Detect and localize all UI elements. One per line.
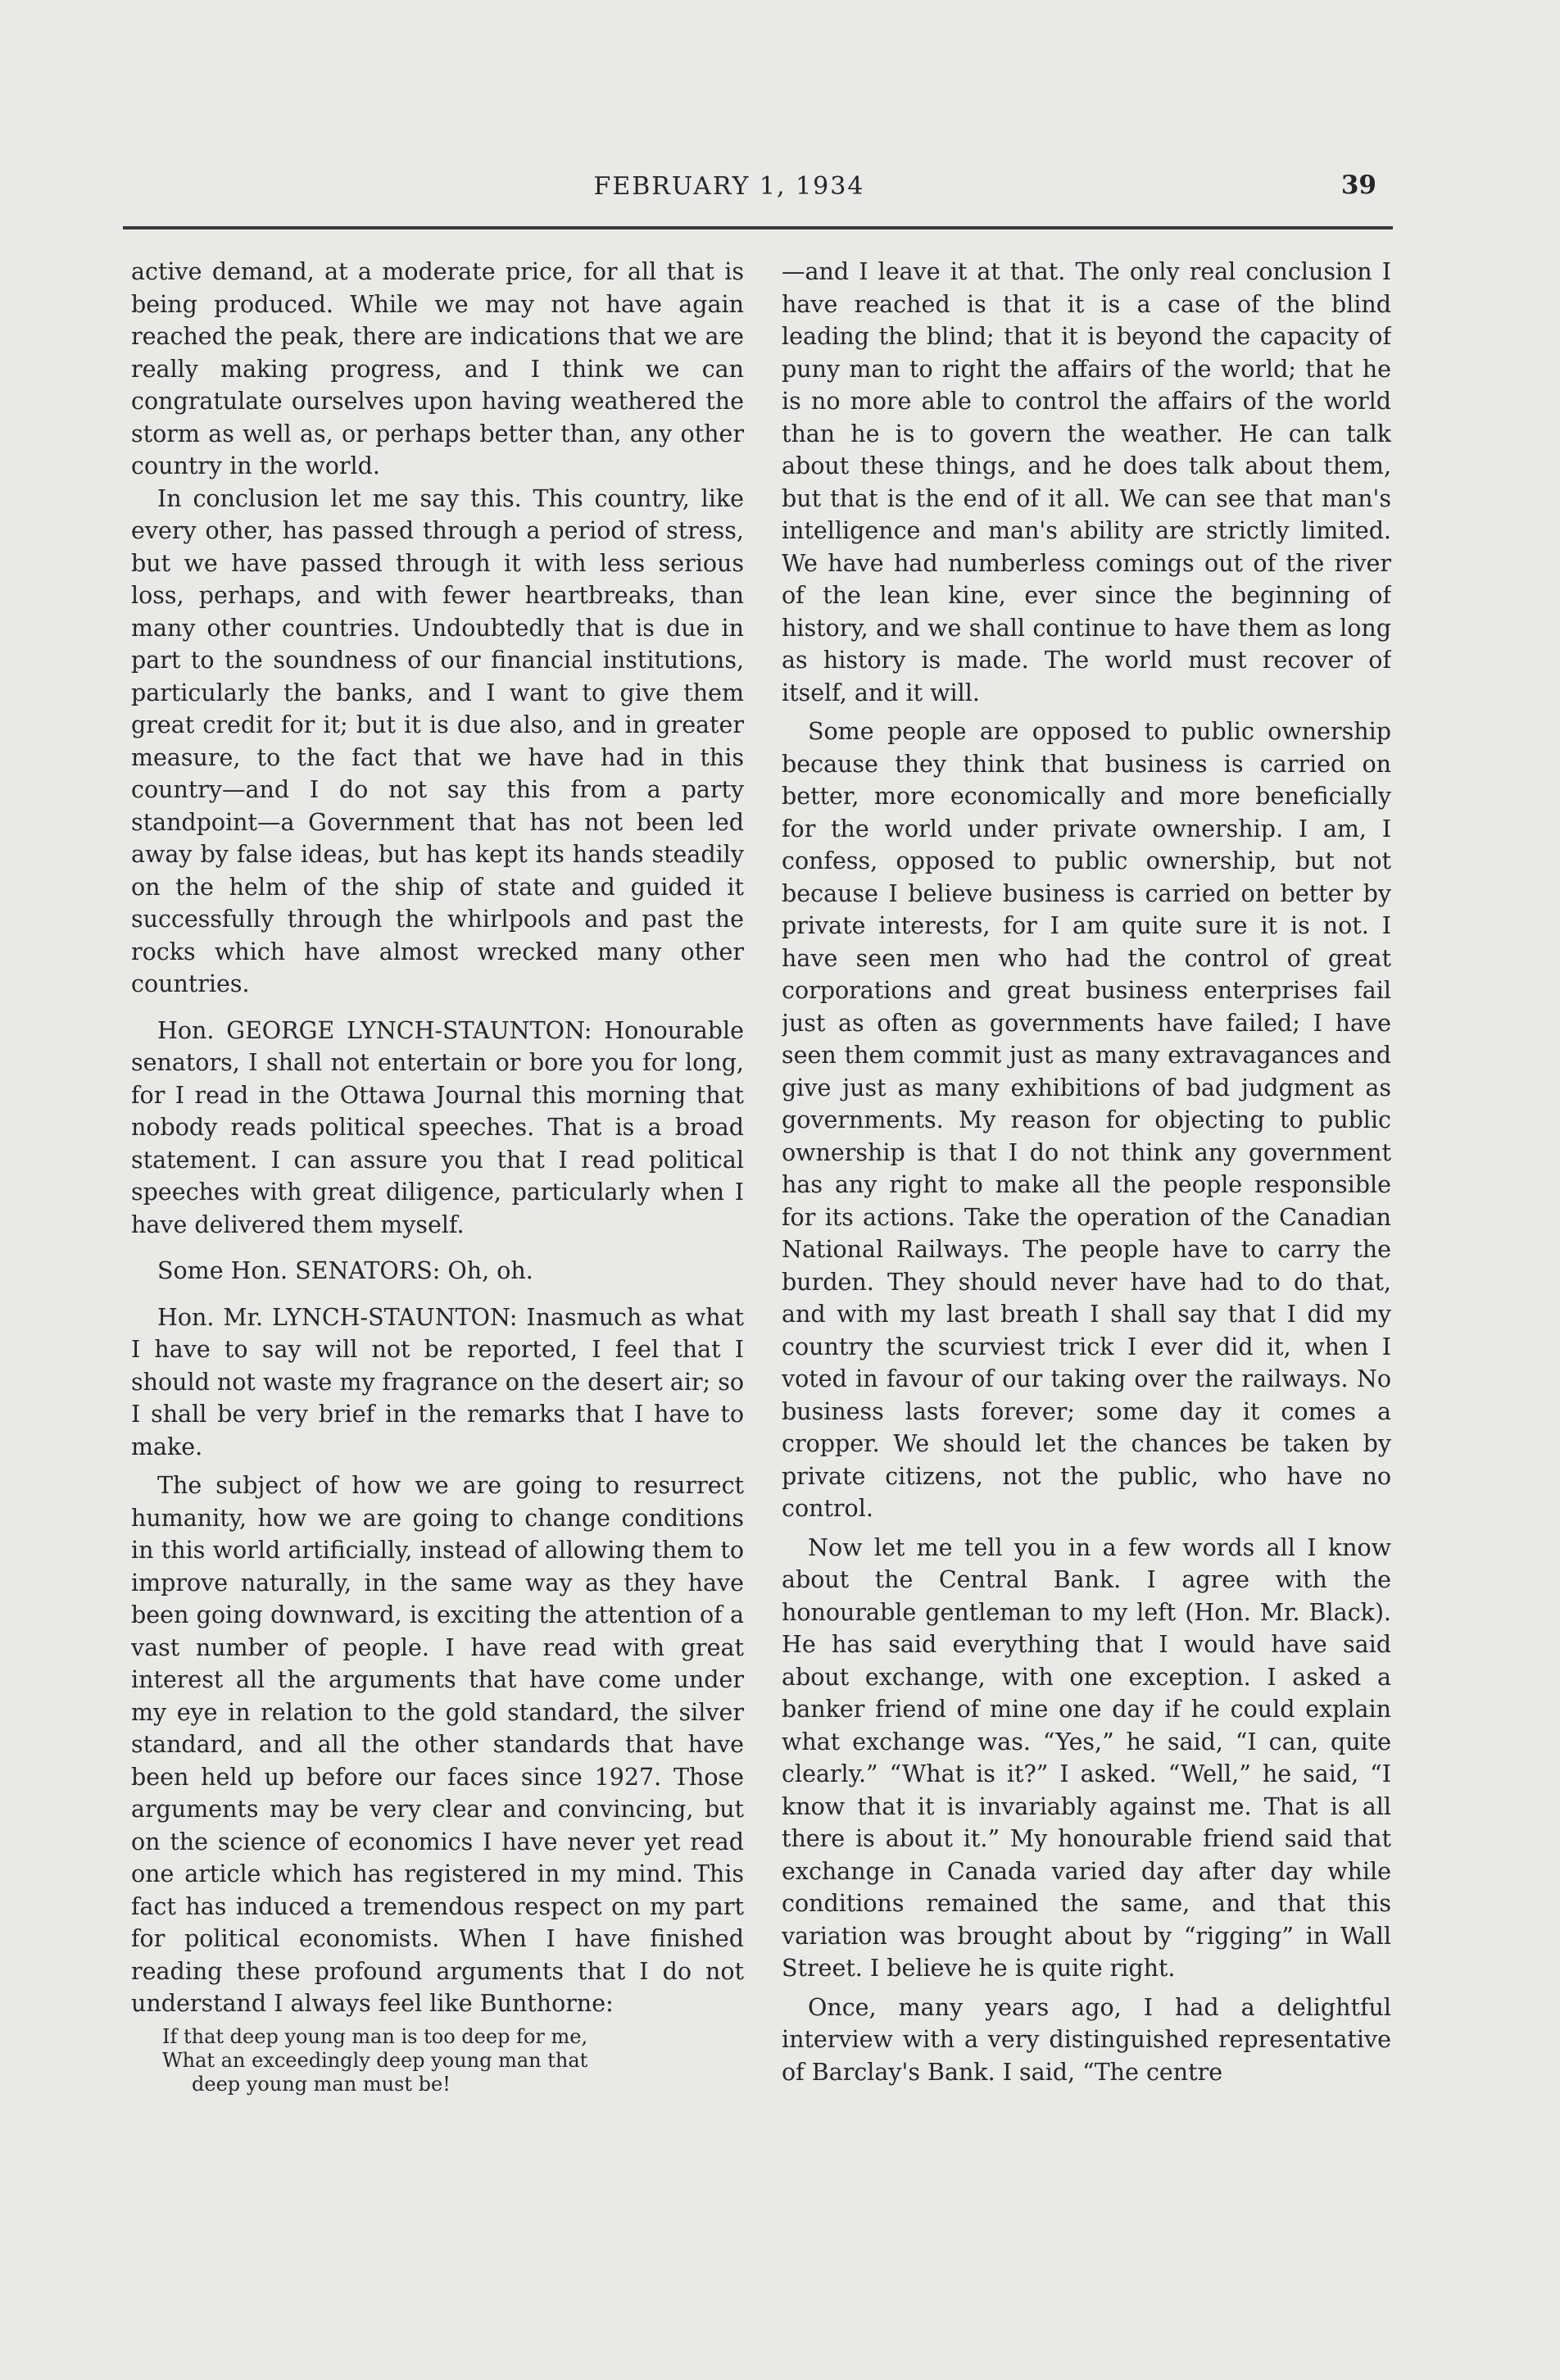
speech-paragraph: Hon. GEORGE LYNCH-STAUNTON: Honourable senators, I shall not entertain or bore you for long, for I read in the Ottawa Journal this morning that nobody reads political speeches. That is a broad statement. I can assure you that I read political speeches with great diligence, particularly when I have delivered them myself. bbox=[131, 1016, 744, 1238]
header-rule bbox=[123, 226, 1393, 229]
verse-quotation bbox=[162, 2025, 744, 2096]
paragraph: The subject of how we are going to resurrect humanity, how we are going to change conditions in this world artificially, instead of allowing them to improve naturally, in the same way as they have been going downward, is exciting the attention of a vast number of people. I have read with great interest all the arguments that have come under my eye in relation to the gold standard, the silver standard, and all the other standards that have been held up before our faces since 1927. Those arguments may be very clear and convincing, but on the science of economics I have never yet read one article which has registered in my mind. This fact has induced a tremendous respect on my part for political economists. When I have finished reading these profound arguments that I do not understand I always feel like Bunthorne: bbox=[131, 1472, 744, 2017]
verse-line: What an exceedingly deep young man that bbox=[162, 2048, 588, 2072]
paragraph: Once, many years ago, I had a delightful interview with a very distinguished representative of Barclay's Bank. I said, “The centre bbox=[782, 1993, 1391, 2086]
page-number: 39 bbox=[1340, 170, 1376, 200]
paragraph: Now let me tell you in a few words all I know about the Central Bank. I agree with the honourable gentleman to my left (Hon. Mr. Black). He has said everything that I would have said about exchange, with one exception. I asked a banker friend of mine one day if he could explain what exchange was. “Yes,” he said, “I can, quite clearly.” “What is it?” I asked. “Well,” he said, “I know that it is invariably against me. That is all there is about it.” My honourable friend said that exchange in Canada varied day after day while conditions remained the same, and that this variation was brought about by “rigging” in Wall Street. I believe he is quite right. bbox=[782, 1533, 1391, 1982]
paragraph: active demand, at a moderate price, for all that is being produced. While we may not have again reached the peak, there are indications that we are really making progress, and I think we can congratulate ourselves upon having weathered the storm as well as, or perhaps better than, any other country in the world. bbox=[131, 258, 744, 479]
paragraph: In conclusion let me say this. This country, like every other, has passed through a period of stress, but we have passed through it with less serious loss, perhaps, and with fewer heartbreaks, than many other countries. Undoubtedly that is due in part to the soundness of our financial institutions, particularly the banks, and I want to give them great credit for it; but it is due also, and in greater measure, to the fact that we have had in this country—and I do not say this from a party standpoint—a Government that has not been led away by false ideas, but has kept its hands steadily on the helm of the ship of state and guided it successfully through the whirlpools and past the rocks which have almost wrecked many other countries. bbox=[131, 484, 744, 997]
right-column bbox=[782, 256, 1391, 2239]
verse-line: If that deep young man is too deep for me, bbox=[162, 2024, 588, 2048]
left-column bbox=[131, 256, 744, 2239]
paragraph: —and I leave it at that. The only real conclusion I have reached is that it is a case of the blind leading the blind; that it is beyond the capacity of puny man to right the affairs of the world; that he is no more able to control the affairs of the world than he is to govern the weather. He can talk about these things, and he does talk about them, but that is the end of it all. We can see that man's intelligence and man's ability are strictly limited. We have had numberless comings out of the river of the lean kine, ever since the beginning of history, and we shall continue to have them as long as history is made. The world must recover of itself, and it will. bbox=[782, 258, 1391, 706]
speech-paragraph: Hon. Mr. LYNCH-STAUNTON: Inasmuch as what I have to say will not be reported, I feel that I should not waste my fragrance on the desert air; so I shall be very brief in the remarks that I have to make. bbox=[131, 1303, 744, 1460]
issue-date: FEBRUARY 1, 1934 bbox=[593, 172, 865, 201]
verse-line: deep young man must be! bbox=[192, 2072, 451, 2096]
paragraph: Some people are opposed to public ownership because they think that business is carried on better, more economically and more beneficially for the world under private ownership. I am, I confess, opposed to public ownership, but not because I believe business is carried on better by private interests, for I am quite sure it is not. I have seen men who had the control of great corporations and great business enterprises fail just as often as governments have failed; I have seen them commit just as many extravagances and give just as many exhibitions of bad judgment as governments. My reason for objecting to public ownership is that I do not think any government has any right to make all the people responsible for its actions. Take the operation of the Canadian National Railways. The people have to carry the burden. They should never have had to do that, and with my last breath I shall say that I did my country the scurviest trick I ever did it, when I voted in favour of our taking over the railways. No business lasts forever; some day it comes a cropper. We should let the chances be taken by private citizens, not the public, who have no control. bbox=[782, 718, 1391, 1522]
speech-paragraph: Some Hon. SENATORS: Oh, oh. bbox=[157, 1257, 533, 1284]
page-header bbox=[123, 166, 1385, 211]
